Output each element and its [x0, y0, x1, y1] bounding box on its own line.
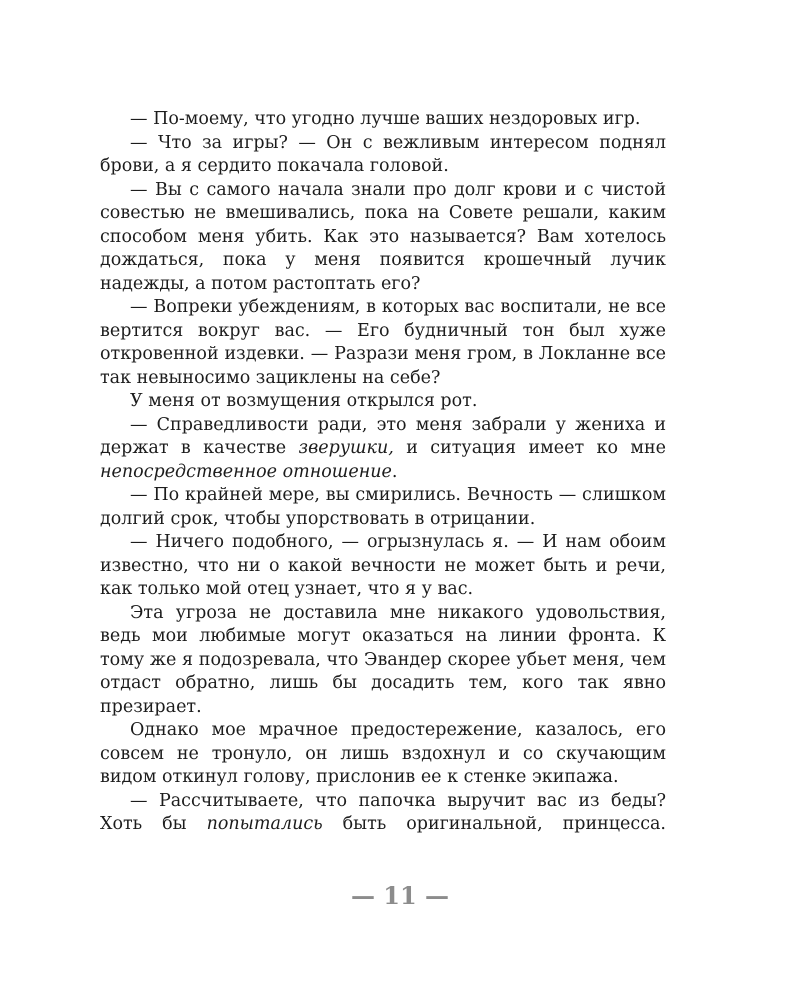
paragraph [100, 719, 666, 790]
paragraph [100, 296, 666, 390]
text-run: . [391, 461, 398, 482]
paragraph [100, 132, 666, 179]
italic-text: непосредственное отношение [100, 461, 392, 482]
text-run: У меня от возмущения открылся рот. [130, 391, 478, 411]
text-run: — Что за игры? — Он с вежливым интересом поднял брови, а я сердито покачала головой. [100, 132, 666, 176]
text-run: — Рассчитываете, что папочка выручит вас из беды? Хоть бы [100, 790, 666, 834]
text-run: — По-моему, что угодно лучше ваших нездоровых игр. [130, 109, 641, 129]
italic-text: зверушки, [298, 438, 394, 458]
paragraph [100, 602, 666, 720]
page-number: — 11 — [350, 881, 450, 910]
paragraph [100, 108, 666, 132]
text-run: — По крайней мере, вы смирились. Вечность — слишком долгий срок, чтобы упорствовать в отрицании. [100, 485, 666, 529]
paragraph [100, 414, 666, 485]
paragraph [100, 790, 666, 837]
text-run: — Ничего подобного, — огрызнулась я. — И нам обоим известно, что ни о какой вечности не может быть и речи, как только мой отец узнает, что я у вас. [100, 532, 666, 599]
paragraph [100, 179, 666, 297]
italic-text: попытались [206, 814, 323, 834]
text-run: быть оригинальной, принцесса. [322, 814, 666, 834]
paragraph [100, 531, 666, 602]
paragraph [100, 390, 666, 414]
text-run: и ситуация имеет ко мне [393, 438, 667, 458]
text-run: Однако мое мрачное предостережение, казалось, его совсем не тронуло, он лишь вздохнул и со скучающим видом откинул голову, прислонив ее к стенке экипажа. [100, 720, 666, 787]
text-run: — Вопреки убеждениям, в которых вас воспитали, не все вертится вокруг вас. — Его будничный тон был хуже откровенной издевки. — Разрази меня гром, в Локланне все так невыносимо зациклены на себе? [100, 297, 666, 388]
paragraph [100, 484, 666, 531]
text-run: Эта угроза не доставила мне никакого удовольствия, ведь мои любимые могут оказаться на линии фронта. К тому же я подозревала, что Эвандер скорее убьет меня, чем отдаст обратно, лишь бы досадить тем, кого так явно презирает. [100, 602, 666, 717]
text-run: — Справедливости ради, это меня забрали у жениха и держат в качестве [100, 414, 666, 458]
body-text [100, 108, 666, 837]
text-run: — Вы с самого начала знали про долг крови и с чистой совестью не вмешивались, пока на Совете решали, каким способом меня убить. Как это называется? Вам хотелось дождаться, пока у меня появится крошечный лучик надежды, а потом растоптать его? [100, 179, 666, 294]
